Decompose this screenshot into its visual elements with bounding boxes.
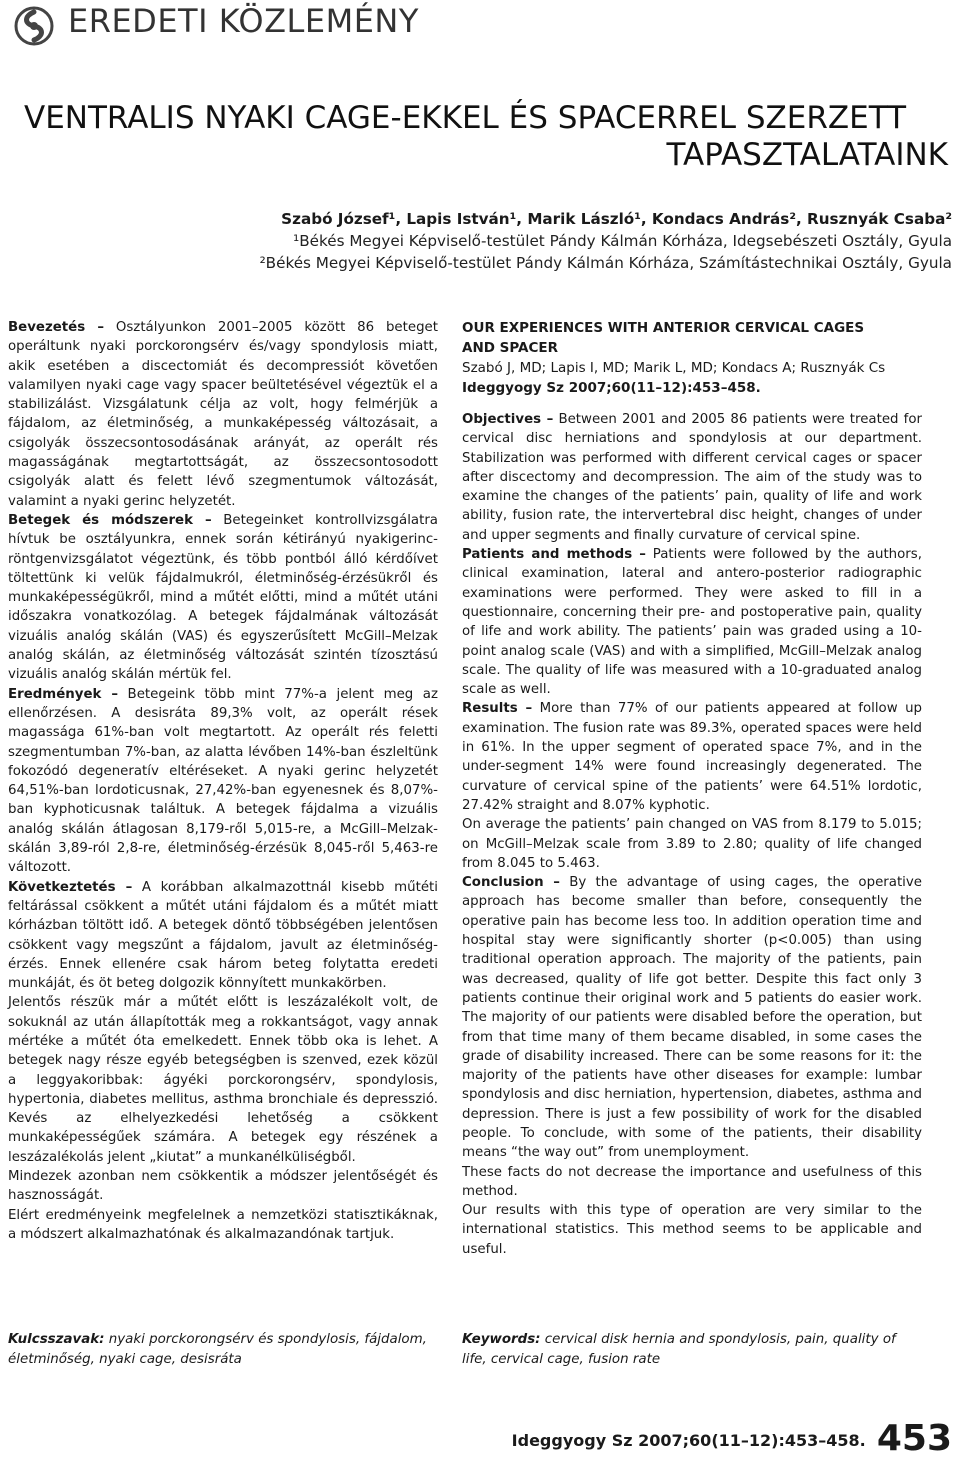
en-results-text: More than 77% of our patients appeared at follow up examination. The fusion rate was 89.3%, operated spaces were held in 61%. In the upper segment of operated space 7%, and in the under-segment 14% were found increasingly degenerated. The curvature of cervical spine of the patients’ were 64.51% lordotic, 27.42% straight and 8.07% kyphotic.: [462, 701, 922, 813]
en-results-para2: On average the patients’ pain changed on VAS from 8.179 to 5.015; on McGill–Melzak scale from 3.89 to 2.80; quality of life changed from 8.045 to 5.463.: [462, 817, 922, 871]
hu-keywords-label: Kulcsszavak:: [8, 1332, 105, 1347]
page-number: 453: [876, 1418, 952, 1459]
en-body: [462, 410, 922, 1259]
en-methods: [462, 545, 922, 699]
hu-para4: Elért eredményeink megfelelnek a nemzetközi statisztikáknak, a módszert alkalmazhatónak és alkalmazandónak tartjuk.: [8, 1207, 438, 1242]
hu-conclusion: [8, 878, 438, 994]
hu-methods-label: Betegek és módszerek –: [8, 512, 212, 528]
en-objectives: [462, 410, 922, 545]
en-results-label: Results –: [462, 701, 533, 717]
affiliation-2: ²Békés Megyei Képviselő-testület Pándy Kálmán Kórháza, Számítástechnikai Osztály, Gyula: [259, 254, 952, 272]
en-citation: Ideggyogy Sz 2007;60(11–12):453–458.: [462, 380, 761, 396]
hu-conclusion-text: A korábban alkalmazottnál kisebb műtéti feltárással csökkent a műtét utáni fájdalom és a műtét miatt kórházban töltött idő. A betegek döntő többségében jelentősen csökkent vagy megszűnt a fájdalom, javult az életminőség-érzés. Ennek ellenére csak három beteg folytatta eredeti munkáját, és öt beteg dolgozik könnyített munkakörben.: [8, 879, 438, 992]
hu-results: [8, 685, 438, 878]
en-title-line2: AND SPACER: [462, 340, 559, 356]
hu-conclusion-label: Következtetés –: [8, 879, 133, 895]
affiliation-1: ¹Békés Megyei Képviselő-testület Pándy Kálmán Kórháza, Idegsebészeti Osztály, Gyula: [293, 232, 952, 250]
en-conclusion: [462, 873, 922, 1162]
page-footer: [512, 1418, 952, 1459]
footer-citation: Ideggyogy Sz 2007;60(11–12):453–458.: [511, 1431, 866, 1450]
en-objectives-label: Objectives –: [462, 412, 554, 427]
hu-intro-text: Osztályunkon 2001–2005 között 86 beteget operáltunk nyaki porckorongsérv és/vagy spondylosis miatt, akik esetében a discectomiát és decompressiót követően valamilyen nyaki cage vagy spacer beültetésével végeztük el a stabilizálást. Vizsgálatunk célja az volt, hogy felmérjük a fájdalom, az életminőség, a munkaképesség változásait, a csigolyák összecsontosodásának arányát, az operált rés magasságának megtartottságát, az összecsontosodott csigolyák alatt és felett lévő szegmentumok változását, valamint a nyaki gerinc helyzetét.: [8, 320, 438, 509]
en-conclusion-text: By the advantage of using cages, the operative approach has become smaller than before, consequently the operative pain has become less too. In addition operation time and hospital stay were significantly shorter (p<0.005) than using traditional operation approach. The majority of the patients, pain was decreased, quality of life got better. Despite this fact only 3 patients continue their original work and 5 patients do easier work. The majority of our patients were disabled before the operation, but from that time many of them became disabled, in some cases the grade of disability increased. There can be some reasons for it: the majority of the patients have other diseases for example: lumbar spondylosis and disc herniation, hypertension, diabetes, asthma and depression. There is just a few possibility of work for the disabled people. To conclude, with some of the patients, their disability means “the way out” from unemployment.: [462, 875, 922, 1161]
hu-para2: Jelentős részük már a műtét előtt is leszázalékolt volt, de sokuknál az után állapították meg a rokkantságot, vagy annak mértéke a műtét óta emelkedett. Ennek több oka is lehet. A betegek nagy része egyéb betegségben is szenved, ezek közül a leggyakoribbak: ágyéki porckorongsérv, spondylosis, hypertonia, diabetes mellitus, asthma bronchiale és depresszió. Kevés az elhelyezkedési lehetőség a csökkent munkaképességűek számára. A betegek egy részének a leszázalékolás jelent „kiutat” a munkanélküliségből.: [8, 995, 438, 1165]
page-header: [0, 0, 960, 50]
article-title-line1: VENTRALIS NYAKI CAGE-EKKEL ÉS SPACERREL SZERZETT: [24, 100, 907, 136]
section-label: EREDETI KÖZLEMÉNY: [68, 2, 419, 40]
en-keywords-text: cervical disk hernia and spondylosis, pain, quality of life, cervical cage, fusion rate: [462, 1332, 896, 1367]
en-authors: Szabó J, MD; Lapis I, MD; Marik L, MD; Kondacs A; Rusznyák Cs: [462, 360, 886, 376]
en-conclusion-label: Conclusion –: [462, 875, 560, 891]
en-header: [462, 318, 922, 398]
en-results: [462, 699, 922, 815]
en-keywords-label: Keywords:: [462, 1332, 541, 1347]
hungarian-abstract: [8, 318, 438, 1244]
author-names: Szabó József¹, Lapis István¹, Marik László¹, Kondacs András², Rusznyák Csaba²: [281, 210, 952, 228]
en-keywords: [462, 1330, 922, 1370]
en-objectives-text: Between 2001 and 2005 86 patients were treated for cervical disc herniations and spondylosis at our department. Stabilization was performed with different cervical cages or spacer after discectomy and decompression. The aim of the study was to examine the changes of the patients’ pain, quality of life and work ability, fusion rate, the intervertebral disc height, changes of under and upper segments and finally curvature of cervical spine.: [462, 412, 923, 543]
hu-results-label: Eredmények –: [8, 686, 118, 702]
en-para3: Our results with this type of operation are very similar to the international statistics. This method seems to be applicable and useful.: [462, 1203, 922, 1257]
en-para2: These facts do not decrease the importance and usefulness of this method.: [462, 1164, 922, 1199]
en-methods-label: Patients and methods –: [462, 547, 646, 563]
author-block: [260, 208, 952, 274]
article-title-line2: TAPASZTALATAINK: [666, 137, 948, 173]
hu-intro: [8, 318, 438, 511]
english-abstract: [462, 318, 922, 1259]
en-methods-text: Patients were followed by the authors, clinical examination, lateral and antero-posterior radiographic examinations were performed. They were asked to fill in a questionnaire, concerning their pre- and postoperative pain, quality of life and work ability. The patients’ pain was graded using a 10-point analog scale (VAS) and with a simplified, McGill–Melzak analog scale. The quality of life was measured with a 10-graduated analog scale as well.: [462, 547, 922, 698]
hu-methods-text: Betegeinket kontrollvizsgálatra hívtuk be osztályunkra, ennek során kétirányú nyakigerinc-röntgenvizsgálatot végeztünk, és több pontból álló kérdőívet töltettünk ki velük fájdalmukról, életminőség-érzésükről és munkaképességükről, mind a műtét előtti, mind a műtét utáni időszakra vonatkozólag. A betegek fájdalmának változását vizuális analóg skálán (VAS) és egyszerűsített McGill–Melzak analóg skálán, az életminőség változását szintén tízosztású vizuális analóg skálán mértük fel.: [8, 512, 438, 683]
hu-results-text: Betegeink több mint 77%-a jelent meg az ellenőrzésen. A desisráta 89,3% volt, az operált rések magassága 61%-ban volt megtartott. Az operált rés feletti szegmentumban 7%-ban, az alatta lévőben 14%-ban észleltünk fokozódó degeneratív eltéréseket. A nyaki gerinc helyzetét 64,51%-ban lordoticusnak, 27,42%-ban egyenesnek és 8,07%-ban kyphoticusnak találtuk. A betegek fájdalma a vizuális analóg skálán átlagosan 8,179-ről 5,015-re, a McGill–Melzak-skálán 3,89-ról 2,8-re, életminőség-érzésük 8,045-ről 5,463-re változott.: [8, 686, 438, 876]
hu-keywords: [8, 1330, 438, 1370]
hu-methods: [8, 511, 438, 685]
hu-para3: Mindezek azonban nem csökkentik a módszer jelentőségét és hasznosságát.: [8, 1169, 438, 1204]
article-title: [24, 100, 948, 174]
hu-intro-label: Bevezetés –: [8, 320, 105, 335]
hu-keywords-text: nyaki porckorongsérv és spondylosis, fájdalom, életminőség, nyaki cage, desisráta: [8, 1332, 427, 1367]
en-title-line1: OUR EXPERIENCES WITH ANTERIOR CERVICAL CAGES: [462, 320, 865, 336]
journal-logo-icon: [14, 6, 54, 46]
